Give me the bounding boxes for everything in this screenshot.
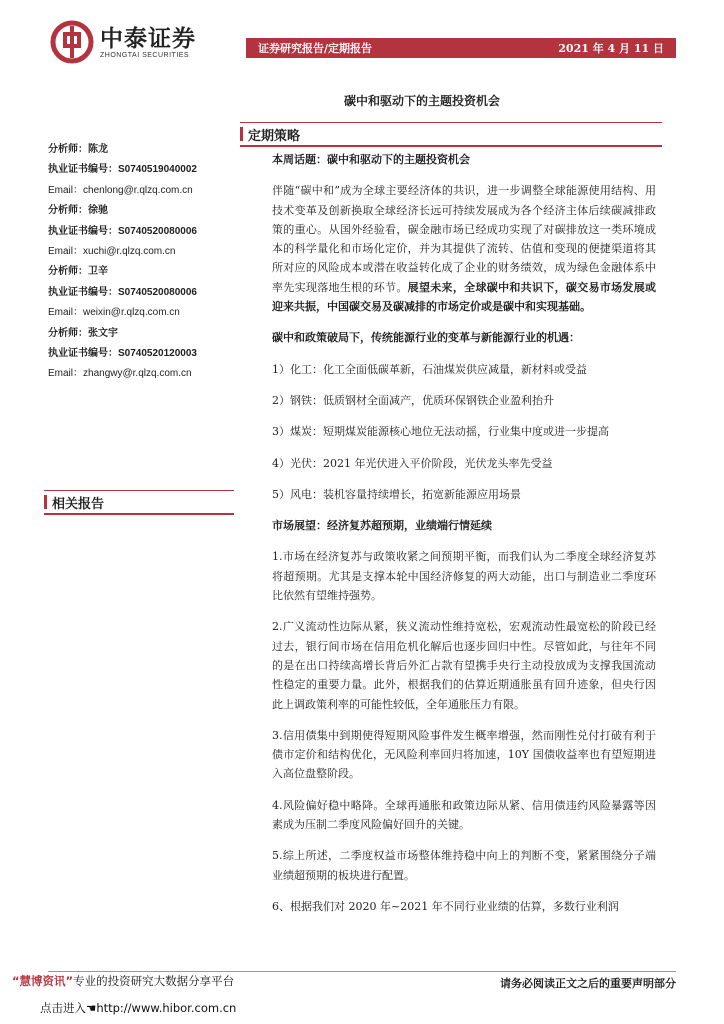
cert-label: 执业证书编号： <box>48 225 118 237</box>
policy-item: 2）钢铁：低质钢材全面减产，优质环保钢铁企业盈利抬升 <box>272 393 554 407</box>
footer-brand: “慧博资讯” <box>12 974 74 988</box>
policy-heading: 碳中和政策破局下，传统能源行业的变革与新能源行业的机遇： <box>272 331 580 345</box>
footer-divider <box>48 971 676 972</box>
outlook-item: 3.信用债集中到期使得短期风险事件发生概率增强，然而刚性兑付打破有利于债市定价和结构优化，无风险利率回归将加速，10Y 国债收益率也有望短期进入高位盘整阶段。 <box>272 728 656 781</box>
footer-promo <box>12 973 234 989</box>
policy-item: 3）煤炭：短期煤炭能源核心地位无法动摇，行业集中度或进一步提高 <box>272 425 609 439</box>
analyst-email[interactable]: xuchi@r.qlzq.com.cn <box>83 245 176 257</box>
outlook-item: 4.风险偏好稳中略降。全球再通胀和政策边际从紧、信用债违约风险暴露等因素成为压制二季度风险偏好回升的关键。 <box>272 798 656 832</box>
analyst-name: 张文宇 <box>88 327 118 339</box>
cert-number: S0740519040002 <box>118 164 197 176</box>
policy-item: 5）风电：装机容量持续增长，拓宽新能源应用场景 <box>272 487 521 501</box>
outlook-heading: 市场展望：经济复苏超预期，业绩端行情延续 <box>272 519 492 533</box>
logo-english-name: ZHONGTAI SECURITIES <box>100 51 190 59</box>
outlook-item: 2.广义流动性边际从紧，狭义流动性维持宽松，宏观流动性最宽松的阶段已经过去，银行间市场在信用危机化解后也逐步回归中性。尽管如此，与往年不同的是在出口持续高增长背后外汇占款有望携手央行主动投放成为支撑我国流动性稳定的重要力量。此外，根据我们的估算近期通胀虽有回升迹象，但央行因此上调政策利率的可能性较低，全年通胀压力有限。 <box>272 620 656 711</box>
policy-item: 1）化工：化工全面低碳革新，石油煤炭供应减量，新材料或受益 <box>272 362 587 376</box>
analyst-entry <box>48 201 238 262</box>
analyst-name-label: 分析师： <box>48 266 88 278</box>
email-label: Email： <box>48 368 84 380</box>
analyst-list <box>48 140 238 385</box>
section-header-strategy <box>240 122 662 147</box>
intro-paragraph <box>272 181 656 316</box>
intro-bold-text: 展望未来，全球碳中和共识下，碳交易市场发展或迎来共振，中国碳交易及碳减排的市场定价或是碳中和实现基础。 <box>272 280 657 314</box>
topic-heading: 本周话题：碳中和驱动下的主题投资机会 <box>272 153 470 166</box>
hand-pointer-icon: ☚ <box>86 1001 97 1015</box>
section-marker <box>44 495 47 509</box>
cert-number: S0740520120003 <box>118 347 197 359</box>
section-marker <box>240 127 243 141</box>
analyst-name-label: 分析师： <box>48 205 88 217</box>
report-date: 2021 年 4 月 11 日 <box>558 42 664 55</box>
zhongtai-logo-icon <box>50 20 94 64</box>
analyst-email[interactable]: weixin@r.qlzq.com.cn <box>83 307 180 319</box>
analyst-name: 陈龙 <box>88 144 108 155</box>
company-logo <box>50 20 196 64</box>
section-title-related: 相关报告 <box>52 496 105 512</box>
footer-link[interactable] <box>40 1000 236 1016</box>
outlook-item: 5.综上所述，二季度权益市场整体维持稳中向上的判断不变，紧紧围绕分子端业绩超预期的板块进行配置。 <box>272 849 656 882</box>
analyst-name-label: 分析师： <box>48 327 88 339</box>
footer-disclaimer: 请务必阅读正文之后的重要声明部分 <box>500 977 676 990</box>
outlook-item: 1.市场在经济复苏与政策收紧之间预期平衡，而我们认为二季度全球经济复苏将超预期。尤其是支撑本轮中国经济修复的两大动能，出口与制造业二季度环比依然有望维持强势。 <box>272 550 656 603</box>
analyst-entry <box>48 324 238 385</box>
logo-chinese-name: 中泰证券 <box>100 25 196 52</box>
analyst-name: 徐驰 <box>88 205 108 217</box>
section-title-strategy: 定期策略 <box>248 128 301 144</box>
cert-label: 执业证书编号： <box>48 347 118 359</box>
main-content <box>272 150 656 916</box>
analyst-email[interactable]: chenlong@r.qlzq.com.cn <box>83 184 193 196</box>
report-category: 证券研究报告/定期报告 <box>258 42 373 55</box>
analyst-entry <box>48 140 238 201</box>
email-label: Email： <box>48 245 84 257</box>
email-label: Email： <box>48 184 84 196</box>
analyst-name: 卫辛 <box>88 266 108 278</box>
cert-label: 执业证书编号： <box>48 164 118 176</box>
analyst-name-label: 分析师： <box>48 144 88 155</box>
footer-slogan: 专业的投资研究大数据分享平台 <box>73 974 235 988</box>
email-label: Email： <box>48 307 84 319</box>
policy-item: 4）光伏：2021 年光伏进入平价阶段，光伏龙头率先受益 <box>272 456 553 470</box>
outlook-item: 6、根据我们对 2020 年~2021 年不同行业业绩的估算，多数行业利润 <box>272 899 619 913</box>
footer-url[interactable]: http://www.hibor.com.cn <box>96 1001 237 1015</box>
section-header-related <box>44 490 234 515</box>
report-header-bar <box>246 38 676 58</box>
cert-number: S0740520080006 <box>118 286 197 298</box>
intro-text: 伴随“碳中和”成为全球主要经济体的共识，进一步调整全球能源使用结构、用技术变革及创新换取全球经济长远可持续发展成为各个经济主体后续碳减排政策的重心。从国外经验看，碳金融市场已经成功实现了对碳排放这一类环境成本的科学量化和市场化定价，并为其提供了流转、估值和变现的便捷渠道将其所对应的风险成本或潜在收益转化成了企业的财务绩效，成为绿色金融体系中率先实现落地生根的环节。 <box>272 184 656 294</box>
footer-url-prefix: 点击进入 <box>40 1001 86 1015</box>
analyst-email[interactable]: zhangwy@r.qlzq.com.cn <box>83 368 192 380</box>
cert-label: 执业证书编号： <box>48 286 118 298</box>
cert-number: S0740520080006 <box>118 225 197 237</box>
document-title: 碳中和驱动下的主题投资机会 <box>343 94 500 108</box>
analyst-entry <box>48 262 238 323</box>
